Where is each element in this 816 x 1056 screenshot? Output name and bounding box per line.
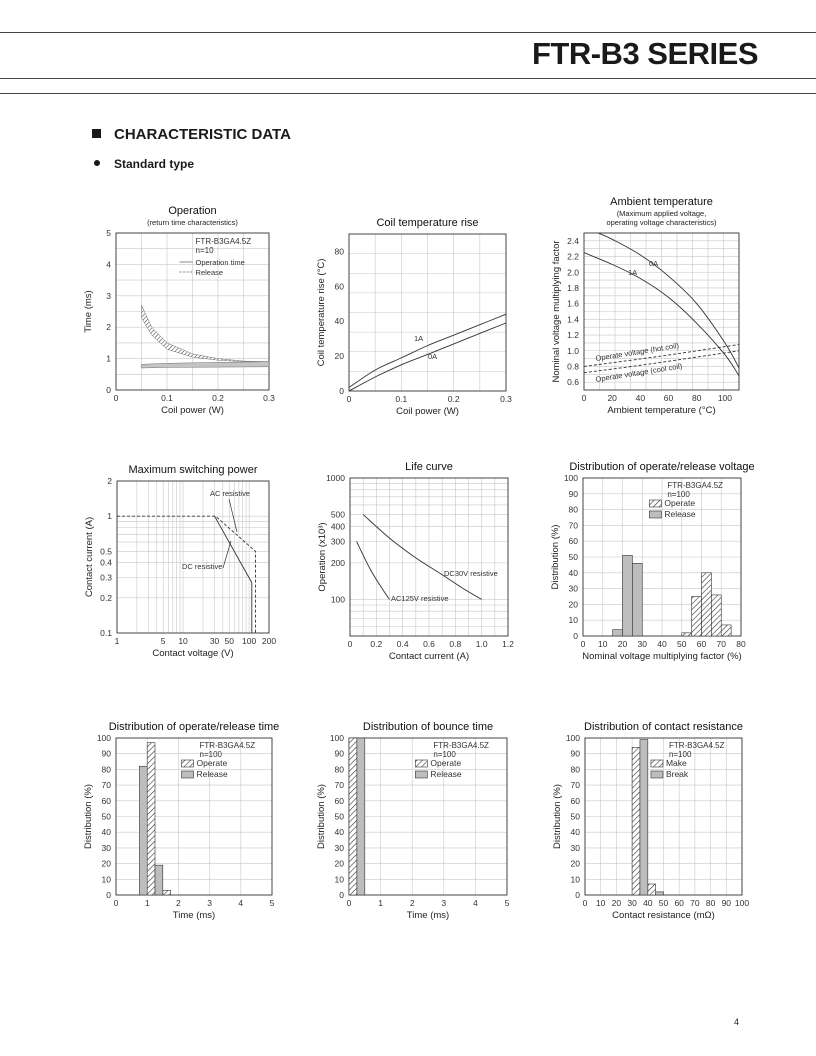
chart-note: n=100 [667,490,690,499]
y-tick-label: 60 [334,795,344,806]
x-tick-label: 5 [504,898,510,908]
x-tick-label: 0 [346,898,352,908]
y-tick-label: 30 [568,583,578,594]
y-tick-label: 60 [570,795,580,806]
y-tick-label: 0.1 [100,628,112,638]
y-tick-label: 20 [334,858,344,869]
y-tick-label: 50 [334,811,344,822]
y-tick-label: 1.0 [567,345,579,356]
series-label: Operate voltage (hot coil) [594,340,680,363]
legend-swatch [651,760,663,767]
y-tick-label: 300 [330,536,345,547]
y-tick-label: 10 [101,874,111,885]
histogram-bar [640,740,648,895]
x-tick-label: 0 [113,393,119,403]
chart-title: Life curve [405,461,453,473]
x-tick-label: 1.0 [475,639,488,649]
y-tick-label: 500 [330,509,345,520]
x-tick-label: 100 [734,898,750,908]
x-tick-label: 4 [238,898,244,908]
y-tick-label: 70 [568,520,578,531]
x-tick-label: 50 [677,639,687,649]
y-tick-label: 60 [334,281,344,292]
histogram-bar [613,630,623,636]
x-tick-label: 40 [643,898,653,908]
legend-label: Release [664,509,696,519]
histogram-bar [163,890,171,895]
legend-label: Release [195,268,224,277]
histogram-bar [147,743,155,895]
histogram-bar [139,766,147,895]
y-axis-label: Operation (x10³) [317,522,328,592]
y-tick-label: 70 [101,780,111,791]
y-tick-label: 50 [570,811,580,822]
y-tick-label: 0 [339,386,344,396]
x-tick-label: 0.8 [449,639,462,649]
histogram-bar [702,573,712,636]
y-tick-label: 80 [101,764,111,775]
x-tick-label: 60 [663,393,674,403]
y-tick-label: 20 [568,599,578,610]
chart-max-switching [84,464,276,659]
y-tick-label: 30 [101,842,111,853]
y-tick-label: 1.2 [567,330,579,341]
chart-note: n=100 [199,750,222,759]
x-tick-label: 30 [209,636,220,646]
y-tick-label: 4 [106,259,111,270]
x-tick-label: 3 [207,898,212,908]
series-label: AC125V resistive [391,594,449,603]
y-axis-label: Distribution (%) [550,524,561,590]
histogram-bar [656,892,664,895]
chart-dist-time [83,721,279,921]
x-tick-label: 0 [113,898,119,908]
x-tick-label: 0 [581,393,587,403]
y-tick-label: 60 [568,536,578,547]
y-tick-label: 90 [570,748,580,759]
y-tick-label: 10 [568,615,578,626]
y-tick-label: 90 [101,748,111,759]
legend-label: Operation time [195,258,245,267]
x-tick-label: 80 [705,898,716,908]
y-tick-label: 100 [565,733,580,743]
y-tick-label: 20 [334,351,344,362]
x-tick-label: 1 [144,898,150,908]
y-tick-label: 10 [334,874,344,885]
x-tick-label: 0.2 [212,393,224,403]
x-tick-label: 20 [611,898,622,908]
y-axis-label: Contact current (A) [84,516,95,598]
y-tick-label: 0.5 [100,546,112,557]
chart-ambient [551,196,739,416]
x-axis-label: Time (ms) [172,910,216,921]
y-axis-label: Coil temperature rise (°C) [316,258,327,367]
y-tick-label: 100 [330,594,345,605]
series-label: Operate voltage (cool coil) [594,361,683,384]
histogram-bar [357,738,365,895]
y-tick-label: 0.4 [100,557,112,568]
y-tick-label: 1.6 [567,298,579,309]
y-tick-label: 0 [575,890,580,900]
chart-note: FTR-B3GA4.5Z [199,741,256,750]
chart-title: Maximum switching power [128,464,258,476]
y-tick-label: 2 [107,476,112,486]
y-tick-label: 90 [334,748,344,759]
data-band [142,362,270,368]
x-tick-label: 0 [347,639,353,649]
y-axis-label: Time (ms) [83,290,94,333]
x-tick-label: 70 [716,639,726,649]
x-tick-label: 10 [178,636,188,646]
histogram-bar [682,633,692,636]
legend-label: Release [430,769,462,779]
y-tick-label: 40 [101,827,111,838]
y-tick-label: 80 [334,246,344,257]
y-tick-label: 70 [570,780,580,791]
legend-label: Make [665,758,687,768]
y-tick-label: 20 [570,858,580,869]
y-axis-label: Nominal voltage multiplying factor [551,240,562,383]
y-tick-label: 2 [106,322,111,333]
x-tick-label: 2 [409,898,415,908]
x-tick-label: 20 [607,393,617,403]
y-tick-label: 2.4 [567,235,579,246]
y-tick-label: 40 [334,316,344,327]
x-tick-label: 60 [674,898,684,908]
y-tick-label: 1.8 [567,282,579,293]
x-tick-label: 0 [580,639,586,649]
chart-title: Ambient temperature [610,196,713,208]
y-tick-label: 0 [573,631,578,641]
x-axis-label: Nominal voltage multiplying factor (%) [582,651,742,662]
series-label: 0A [649,259,659,268]
page-number: 4 [734,1017,740,1027]
y-tick-label: 1.4 [567,314,579,325]
series-label: AC resistive [210,489,251,498]
chart-title: Coil temperature rise [376,217,479,229]
x-tick-label: 4 [473,898,478,908]
x-tick-label: 3 [441,898,447,908]
y-tick-label: 80 [334,764,344,775]
data-band [142,305,270,363]
x-tick-label: 5 [160,636,166,646]
y-tick-label: 5 [106,228,111,238]
x-tick-label: 0.1 [161,393,173,403]
histogram-bar [632,563,642,636]
chart-title: Operation [168,205,217,217]
x-tick-label: 5 [269,898,275,908]
series-label: 0A [428,352,438,361]
x-tick-label: 40 [635,393,646,403]
x-axis-label: Time (ms) [406,910,450,921]
x-tick-label: 0.2 [370,639,383,649]
x-tick-label: 40 [657,639,667,649]
x-tick-label: 90 [721,898,732,908]
histogram-bar [711,595,721,636]
x-axis-label: Ambient temperature (°C) [607,405,716,416]
x-tick-label: 30 [637,639,647,649]
y-tick-label: 1000 [326,473,345,483]
chart-note: n=10 [195,246,214,255]
chart-subtitle: (return time characteristics) [147,218,238,227]
chart-title: Distribution of operate/release time [108,721,280,733]
x-tick-label: 20 [617,639,628,649]
y-tick-label: 1 [107,511,112,522]
y-axis-label: Distribution (%) [83,784,94,849]
label-leader [229,499,237,532]
x-axis-label: Contact voltage (V) [152,648,234,659]
histogram-bar [632,747,640,895]
y-axis-label: Distribution (%) [316,784,327,849]
y-tick-label: 20 [101,858,111,869]
y-tick-label: 50 [101,811,111,822]
y-tick-label: 40 [334,827,344,838]
y-tick-label: 50 [568,552,578,562]
x-tick-label: 200 [261,636,277,646]
x-tick-label: 50 [658,898,669,908]
x-tick-label: 70 [690,898,700,908]
chart-note: FTR-B3GA4.5Z [668,741,725,750]
y-tick-label: 400 [330,521,345,532]
legend-label: Operate [664,498,696,508]
legend-swatch [182,771,194,778]
legend-swatch [651,771,663,778]
x-axis-label: Contact resistance (mΩ) [612,910,715,921]
y-tick-label: 0.2 [100,592,112,603]
y-tick-label: 100 [96,733,111,743]
x-axis-label: Coil power (W) [396,406,459,417]
x-tick-label: 60 [696,639,707,649]
legend-label: Release [196,769,228,779]
x-tick-label: 10 [598,639,608,649]
y-tick-label: 0 [106,890,111,900]
x-tick-label: 1 [114,636,120,646]
x-tick-label: 0.6 [423,639,435,649]
series-label: 1A [414,334,424,343]
x-tick-label: 0.3 [500,394,512,404]
y-tick-label: 1 [106,353,111,364]
x-tick-label: 10 [595,898,606,908]
y-tick-label: 40 [570,827,580,838]
x-tick-label: 0.3 [263,393,275,403]
histogram-bar [349,738,357,895]
chart-title: Distribution of operate/release voltage [569,461,755,473]
chart-title: Distribution of contact resistance [584,721,743,733]
chart-note: FTR-B3GA4.5Z [433,741,489,750]
histogram-bar [692,597,702,637]
x-tick-label: 1.2 [502,639,514,649]
legend-label: Operate [196,758,228,768]
x-axis-label: Contact current (A) [388,651,470,662]
legend-swatch [415,771,427,778]
legend-swatch [649,500,661,507]
x-tick-label: 30 [627,898,637,908]
chart-dist-resistance [552,721,749,921]
series-title: FTR-B3 SERIES [531,36,758,71]
series-label: DC resistive [182,562,223,571]
x-tick-label: 50 [224,636,234,646]
x-tick-label: 1 [378,898,383,908]
chart-dist-bounce [316,721,510,921]
y-tick-label: 0 [106,385,111,395]
series-label: 1A [628,268,638,277]
subsection-title: Standard type [114,157,195,171]
y-tick-label: 0.6 [567,377,579,388]
y-tick-label: 80 [568,504,578,515]
y-tick-label: 30 [570,842,580,853]
chart-note: n=100 [668,750,692,759]
chart-note: n=100 [433,750,456,759]
x-tick-label: 80 [691,393,702,403]
chart-dist-voltage [550,461,755,662]
series-line [357,542,390,600]
y-tick-label: 100 [563,473,578,483]
x-tick-label: 0 [346,394,352,404]
chart-life [317,461,514,662]
histogram-bar [155,865,163,895]
x-tick-label: 100 [717,393,733,403]
y-tick-label: 80 [570,764,580,775]
chart-subtitle: operating voltage characteristics) [606,218,717,227]
y-tick-label: 60 [101,795,111,806]
x-tick-label: 80 [736,639,746,649]
y-tick-label: 3 [106,290,111,301]
series-label: DC30V resistive [444,569,498,578]
chart-note: FTR-B3GA4.5Z [667,481,723,490]
chart-title: Distribution of bounce time [362,721,494,733]
chart-note: FTR-B3GA4.5Z [195,237,252,246]
x-tick-label: 0 [582,898,588,908]
y-tick-label: 0 [339,890,344,900]
section-title: CHARACTERISTIC DATA [114,126,291,143]
y-tick-label: 2.2 [567,251,579,262]
x-tick-label: 0.2 [447,394,460,404]
y-tick-label: 0.8 [567,361,579,372]
y-tick-label: 10 [570,874,580,885]
x-tick-label: 100 [242,636,257,646]
legend-label: Operate [430,758,462,768]
x-tick-label: 0.4 [396,639,409,649]
x-tick-label: 0.1 [395,394,408,404]
legend-swatch [415,760,427,767]
y-tick-label: 70 [334,780,344,791]
y-tick-label: 0.3 [100,572,112,583]
y-tick-label: 200 [330,557,345,568]
histogram-bar [648,884,656,895]
y-tick-label: 40 [568,567,578,578]
chart-coil-temp [316,217,512,417]
y-tick-label: 100 [329,733,344,743]
legend-swatch [649,511,661,518]
chart-subtitle: (Maximum applied voltage, [616,209,707,218]
histogram-bar [721,625,731,636]
legend-label: Break [665,769,689,779]
legend-swatch [182,760,194,767]
y-tick-label: 90 [568,488,578,499]
chart-operation [83,205,275,416]
histogram-bar [623,555,633,636]
x-tick-label: 2 [176,898,181,908]
y-tick-label: 30 [334,842,344,853]
y-tick-label: 2.0 [567,267,579,278]
x-axis-label: Coil power (W) [161,405,224,416]
label-leader [223,541,231,568]
y-axis-label: Distribution (%) [552,784,563,849]
